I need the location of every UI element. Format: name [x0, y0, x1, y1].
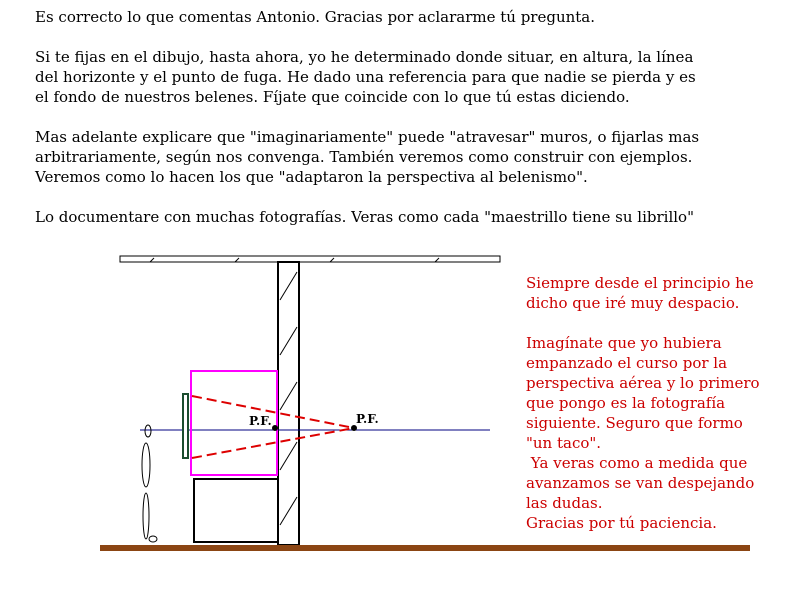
lower-box — [194, 479, 278, 542]
paragraph-4-line-1: Lo documentare con muchas fotografías. Veras como cada "maestrillo tiene su librillo" — [35, 208, 694, 226]
floor — [100, 545, 750, 551]
side-note: Siempre desde el principio he dicho que iré muy despacio. Imagínate que yo hubiera empanzado el curso por la perspectiva aérea y lo primero que pongo es la fotografía siguiente. Seguro que formo "un taco". Ya veras como a medida que avanzamos se van despejando las dudas. Gracias por tú paciencia. — [526, 274, 760, 532]
ceiling-slab — [120, 256, 500, 262]
wall-column — [278, 262, 299, 545]
paragraph-2-line-3: el fondo de nuestros belenes. Fíjate que coincide con lo que tú estas diciendo. — [35, 88, 630, 106]
paragraph-3-line-1: Mas adelante explicare que "imaginariamente" puede "atravesar" muros, o fijarlas mas — [35, 128, 700, 146]
paragraph-2-line-1: Si te fijas en el dibujo, hasta ahora, yo he determinado donde situar, en altura, la línea — [35, 48, 694, 66]
paragraph-3-line-3: Veremos como lo hacen los que "adaptaron la perspectiva al belenismo". — [35, 168, 588, 186]
observer-figure — [142, 425, 157, 542]
vanishing-point-label-right: P.F. — [356, 412, 379, 426]
observer-plane — [183, 394, 188, 458]
vanishing-point-label-left: P.F. — [249, 414, 272, 428]
paragraph-3-line-2: arbitrariamente, según nos convenga. También veremos como construir con ejemplos. — [35, 148, 693, 166]
paragraph-1-line-1: Es correcto lo que comentas Antonio. Gracias por aclararme tú pregunta. — [35, 8, 596, 26]
paragraph-2-line-2: del horizonte y el punto de fuga. He dado una referencia para que nadie se pierda y es — [35, 68, 696, 86]
vanishing-point-left — [272, 425, 278, 431]
